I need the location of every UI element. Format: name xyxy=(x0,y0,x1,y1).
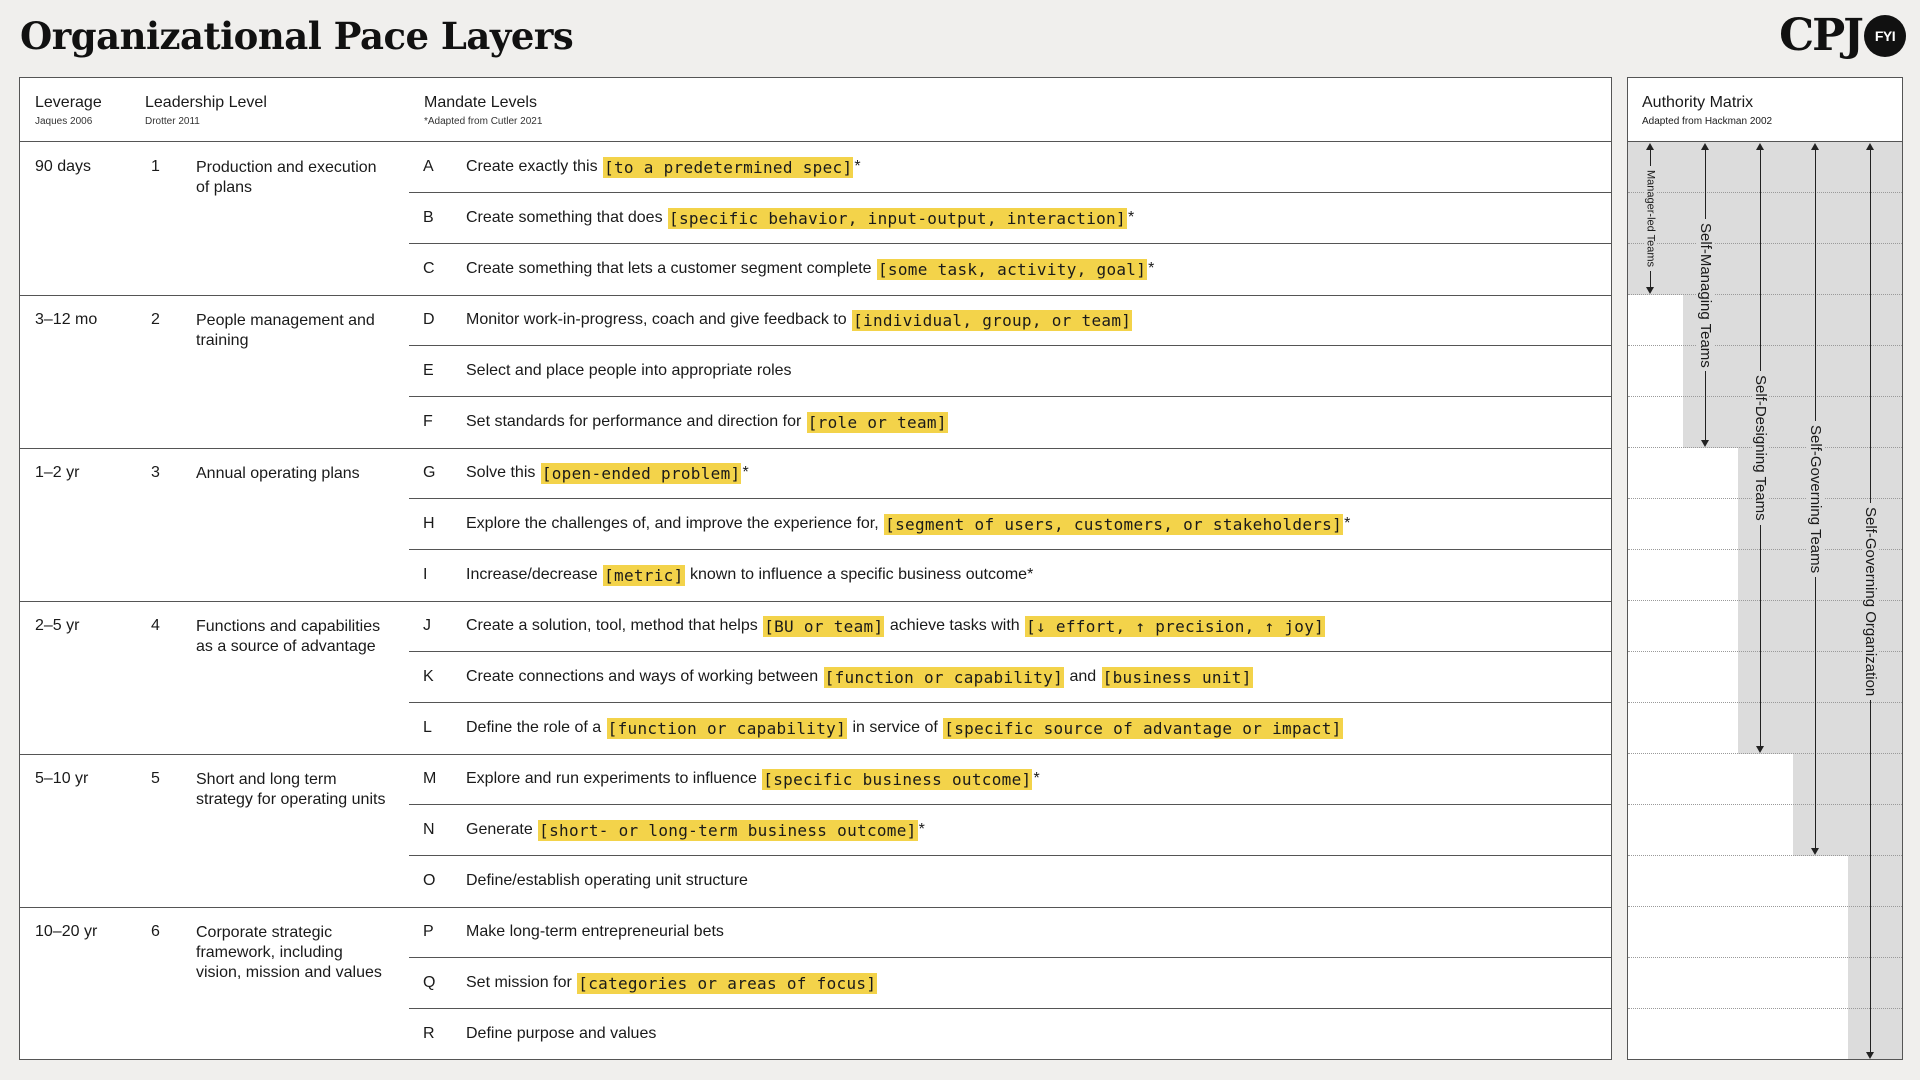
mandate-header-label: Mandate Levels xyxy=(424,94,537,111)
arrow-down-icon xyxy=(1646,287,1654,294)
mandate-placeholder: [to a predetermined spec] xyxy=(604,157,853,177)
authority-row-line xyxy=(1628,753,1902,754)
leadership-level-number: 3 xyxy=(151,464,160,481)
mandate-text-segment: * xyxy=(854,158,861,175)
mandate-letter: Q xyxy=(423,974,436,991)
mandate-placeholder: [open-ended problem] xyxy=(541,463,741,483)
mandate-text-segment: Monitor work-in-progress, coach and give feedback to xyxy=(466,311,852,328)
leadership-level-description: People management and training xyxy=(196,312,375,349)
mandate-text xyxy=(466,920,724,944)
mandate-row xyxy=(409,499,1611,550)
leadership-level-description: Production and execution of plans xyxy=(196,159,377,196)
authority-row-line xyxy=(1628,651,1902,652)
arrow-up-icon xyxy=(1866,143,1874,150)
authority-row-line xyxy=(1628,957,1902,958)
mandate-placeholder: [role or team] xyxy=(807,412,947,432)
mandate-letter: J xyxy=(423,617,431,634)
mandate-text xyxy=(466,665,1254,689)
mandate-text xyxy=(466,563,1033,587)
mandate-text-segment: Create exactly this xyxy=(466,158,603,175)
mandate-text xyxy=(466,512,1350,536)
mandate-placeholder: [function or capability] xyxy=(607,718,847,738)
page-title: Organizational Pace Layers xyxy=(20,14,574,58)
leadership-level-number: 5 xyxy=(151,770,160,787)
mandate-row xyxy=(409,448,1611,499)
mandate-row xyxy=(409,907,1611,958)
mandate-placeholder: [function or capability] xyxy=(824,667,1064,687)
mandate-text-segment: Create something that does xyxy=(466,209,668,226)
authority-grid xyxy=(1628,142,1902,1059)
mandate-text-segment: Create a solution, tool, method that helps xyxy=(466,617,763,634)
mandate-text-segment: Set standards for performance and direction for xyxy=(466,413,806,430)
leverage-value: 2–5 yr xyxy=(35,617,80,634)
leadership-level-description: Corporate strategic framework, including vision, mission and values xyxy=(196,924,382,981)
mandate-row xyxy=(409,1009,1611,1060)
mandate-text xyxy=(466,257,1154,281)
mandate-row xyxy=(409,193,1611,244)
mandate-letter: B xyxy=(423,209,434,226)
mandate-text-segment: * xyxy=(1344,515,1351,532)
mandate-text xyxy=(466,971,878,995)
arrow-up-icon xyxy=(1701,143,1709,150)
mandate-row xyxy=(409,958,1611,1009)
mandate-placeholder: [business unit] xyxy=(1102,667,1252,687)
pace-layers-table xyxy=(19,77,1612,1060)
authority-row-line xyxy=(1628,906,1902,907)
mandate-placeholder: [specific business outcome] xyxy=(763,769,1032,789)
mandate-text-segment: Solve this xyxy=(466,464,540,481)
mandate-row xyxy=(409,703,1611,754)
leverage-value: 10–20 yr xyxy=(35,923,98,940)
mandate-row xyxy=(409,295,1611,346)
mandate-placeholder: [specific source of advantage or impact] xyxy=(944,718,1342,738)
mandate-text-segment: * xyxy=(1127,209,1135,226)
mandate-row xyxy=(409,550,1611,601)
authority-column-label: Self-Managing Teams xyxy=(1697,219,1714,372)
authority-row-line xyxy=(1628,192,1902,193)
logo-text: CPJ xyxy=(1779,10,1862,61)
authority-row-line xyxy=(1628,804,1902,805)
logo xyxy=(1779,10,1906,61)
mandate-text xyxy=(466,614,1326,638)
mandate-row xyxy=(409,754,1611,805)
authority-row-line xyxy=(1628,345,1902,346)
authority-column-label: Manager-led Teams xyxy=(1645,166,1657,271)
mandate-letter: F xyxy=(423,413,433,430)
leadership-header-source: Drotter 2011 xyxy=(145,116,200,127)
authority-column-label: Self-Governing Teams xyxy=(1807,421,1824,577)
authority-row-line xyxy=(1628,855,1902,856)
mandate-placeholder: [short- or long-term business outcome] xyxy=(539,820,917,840)
leverage-header-source: Jaques 2006 xyxy=(35,116,93,127)
arrow-down-icon xyxy=(1701,440,1709,447)
mandate-text-segment: Explore the challenges of, and improve the experience for, xyxy=(466,515,884,532)
mandate-header xyxy=(424,94,542,127)
mandate-text xyxy=(466,308,1133,332)
mandate-text xyxy=(466,155,861,179)
authority-source: Adapted from Hackman 2002 xyxy=(1642,116,1773,127)
authority-row-line xyxy=(1628,1008,1902,1009)
layer-group xyxy=(20,142,1611,295)
layer-group xyxy=(20,601,1611,754)
mandate-row xyxy=(409,397,1611,448)
mandate-row xyxy=(409,805,1611,856)
mandate-placeholder: [specific behavior, input-output, interaction] xyxy=(669,208,1126,228)
mandate-letter: G xyxy=(423,464,436,481)
logo-badge: FYI xyxy=(1864,15,1906,57)
mandate-text-segment: Increase/decrease xyxy=(466,566,603,583)
mandate-letter: A xyxy=(423,158,434,175)
mandate-text xyxy=(466,1022,656,1046)
leadership-level-number: 4 xyxy=(151,617,160,634)
authority-title: Authority Matrix xyxy=(1642,94,1754,111)
authority-row-line xyxy=(1628,243,1902,244)
authority-row-line xyxy=(1628,294,1902,295)
leadership-level-number: 1 xyxy=(151,158,160,175)
leadership-header xyxy=(145,94,267,127)
leverage-value: 90 days xyxy=(35,158,92,175)
mandate-letter: C xyxy=(423,260,435,277)
mandate-text-segment: Define the role of a xyxy=(466,719,606,736)
mandate-row xyxy=(409,856,1611,907)
mandate-letter: I xyxy=(423,566,428,583)
mandate-text xyxy=(466,206,1134,230)
authority-row-line xyxy=(1628,549,1902,550)
layer-group xyxy=(20,448,1611,601)
mandate-text-segment: * xyxy=(1148,260,1155,277)
mandate-text xyxy=(466,410,949,434)
mandate-letter: M xyxy=(423,770,437,787)
mandate-text-segment: Create something that lets a customer segment complete xyxy=(466,260,876,277)
mandate-text xyxy=(466,818,925,842)
mandate-text-segment: * xyxy=(742,464,749,481)
arrow-down-icon xyxy=(1866,1052,1874,1059)
mandate-letter: N xyxy=(423,821,435,838)
arrow-up-icon xyxy=(1811,143,1819,150)
mandate-letter: O xyxy=(423,872,436,889)
leadership-level-description: Annual operating plans xyxy=(196,465,360,482)
leverage-value: 3–12 mo xyxy=(35,311,98,328)
mandate-placeholder: [individual, group, or team] xyxy=(853,310,1132,330)
mandate-text-segment: Generate xyxy=(466,821,538,838)
mandate-text xyxy=(466,359,792,383)
mandate-text-segment: in service of xyxy=(848,719,943,736)
mandate-text-segment: Make long-term entrepreneurial bets xyxy=(466,923,724,940)
mandate-text-segment: Explore and run experiments to influence xyxy=(466,770,762,787)
mandate-letter: P xyxy=(423,923,434,940)
leverage-header-label: Leverage xyxy=(35,94,102,111)
arrow-down-icon xyxy=(1811,848,1819,855)
authority-column-label: Self-Governing Organization xyxy=(1862,503,1879,700)
mandate-text-segment: * xyxy=(1033,770,1040,787)
mandate-text-segment: Define/establish operating unit structure xyxy=(466,872,748,889)
mandate-text-segment: Create connections and ways of working between xyxy=(466,668,823,685)
mandate-text xyxy=(466,869,748,893)
mandate-letter: H xyxy=(423,515,435,532)
mandate-placeholder: [↓ effort, ↑ precision, ↑ joy] xyxy=(1026,616,1325,636)
mandate-letter: D xyxy=(423,311,435,328)
mandate-placeholder: [segment of users, customers, or stakeholders] xyxy=(885,514,1343,534)
layer-group xyxy=(20,754,1611,907)
mandate-text-segment: known to influence a specific business outcome* xyxy=(685,566,1034,583)
mandate-row xyxy=(409,601,1611,652)
mandate-row xyxy=(409,652,1611,703)
mandate-text-segment: achieve tasks with xyxy=(885,617,1025,634)
mandate-letter: E xyxy=(423,362,434,379)
mandate-text-segment: * xyxy=(918,821,925,838)
authority-matrix xyxy=(1627,77,1903,1060)
leadership-level-number: 6 xyxy=(151,923,160,940)
mandate-text-segment: and xyxy=(1065,668,1101,685)
mandate-placeholder: [some task, activity, goal] xyxy=(877,259,1147,279)
mandate-text-segment: Define purpose and values xyxy=(466,1025,657,1042)
leverage-value: 5–10 yr xyxy=(35,770,89,787)
authority-column-label: Self-Designing Teams xyxy=(1752,371,1769,525)
authority-row-line xyxy=(1628,600,1902,601)
mandate-text-segment: Set mission for xyxy=(466,974,577,991)
leadership-level-description: Functions and capabilities as a source of advantage xyxy=(196,618,381,655)
leadership-level-description: Short and long term strategy for operating units xyxy=(196,771,386,808)
arrow-up-icon xyxy=(1646,143,1654,150)
leverage-value: 1–2 yr xyxy=(35,464,80,481)
mandate-text xyxy=(466,767,1040,791)
mandate-row xyxy=(409,346,1611,397)
mandate-row xyxy=(409,244,1611,295)
mandate-placeholder: [categories or areas of focus] xyxy=(578,973,877,993)
layer-group xyxy=(20,295,1611,448)
arrow-up-icon xyxy=(1756,143,1764,150)
mandate-header-source: *Adapted from Cutler 2021 xyxy=(424,116,543,127)
mandate-letter: K xyxy=(423,668,434,685)
leverage-header xyxy=(35,94,102,127)
arrow-down-icon xyxy=(1756,746,1764,753)
authority-row-line xyxy=(1628,702,1902,703)
authority-header xyxy=(1642,94,1772,127)
mandate-text-segment: Select and place people into appropriate roles xyxy=(466,362,792,379)
mandate-text xyxy=(466,461,749,485)
leadership-header-label: Leadership Level xyxy=(145,94,267,111)
mandate-placeholder: [BU or team] xyxy=(764,616,884,636)
mandate-letter: R xyxy=(423,1025,435,1042)
mandate-letter: L xyxy=(423,719,432,736)
mandate-placeholder: [metric] xyxy=(604,565,684,585)
layer-group xyxy=(20,907,1611,1060)
mandate-row xyxy=(409,142,1611,193)
leadership-level-number: 2 xyxy=(151,311,160,328)
mandate-text xyxy=(466,716,1344,740)
